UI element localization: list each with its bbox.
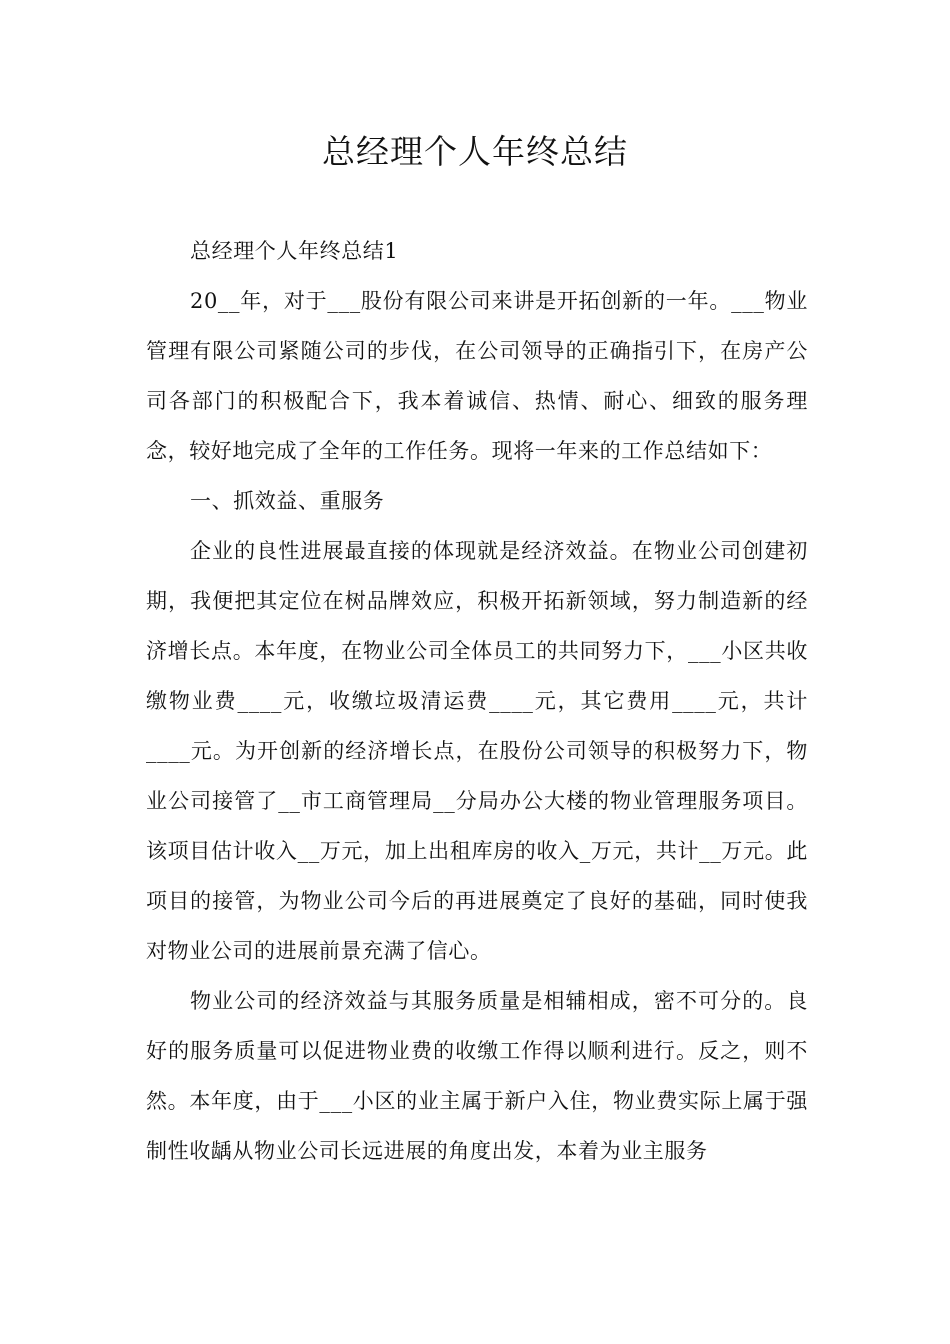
paragraph: 物业公司的经济效益与其服务质量是相辅相成，密不可分的。良好的服务质量可以促进物业费的收缴工作得以顺利进行。反之，则不然。本年度，由于___小区的业主属于新户入住，物业费实际上属于强制性收龋从物业公司长远进展的角度出发，本着为业主服务 — [146, 989, 808, 1163]
document-body — [146, 226, 808, 1176]
paragraph: 20__年，对于___股份有限公司来讲是开拓创新的一年。___物业管理有限公司紧随公司的步伐，在公司领导的正确指引下，在房产公司各部门的积极配合下，我本着诚信、热情、耐心、细致的服务理念，较好地完成了全年的工作任务。现将一年来的工作总结如下： — [146, 289, 808, 463]
section-heading: 总经理个人年终总结1 — [190, 239, 399, 263]
section-heading: 一、抓效益、重服务 — [190, 489, 385, 513]
document-title: 总经理个人年终总结 — [322, 132, 628, 171]
paragraph: 企业的良性进展最直接的体现就是经济效益。在物业公司创建初期，我便把其定位在树品牌效应，积极开拓新领域，努力制造新的经济增长点。本年度，在物业公司全体员工的共同努力下，___小区共收缴物业费____元，收缴垃圾清运费____元，其它费用____元，共计____元。为开创新的经济增长点，在股份公司领导的积极努力下，物业公司接管了__市工商管理局__分局办公大楼的物业管理服务项目。该项目估计收入__万元，加上出租库房的收入_万元，共计__万元。此项目的接管，为物业公司今后的再进展奠定了良好的基础，同时使我对物业公司的进展前景充满了信心。 — [146, 539, 808, 963]
